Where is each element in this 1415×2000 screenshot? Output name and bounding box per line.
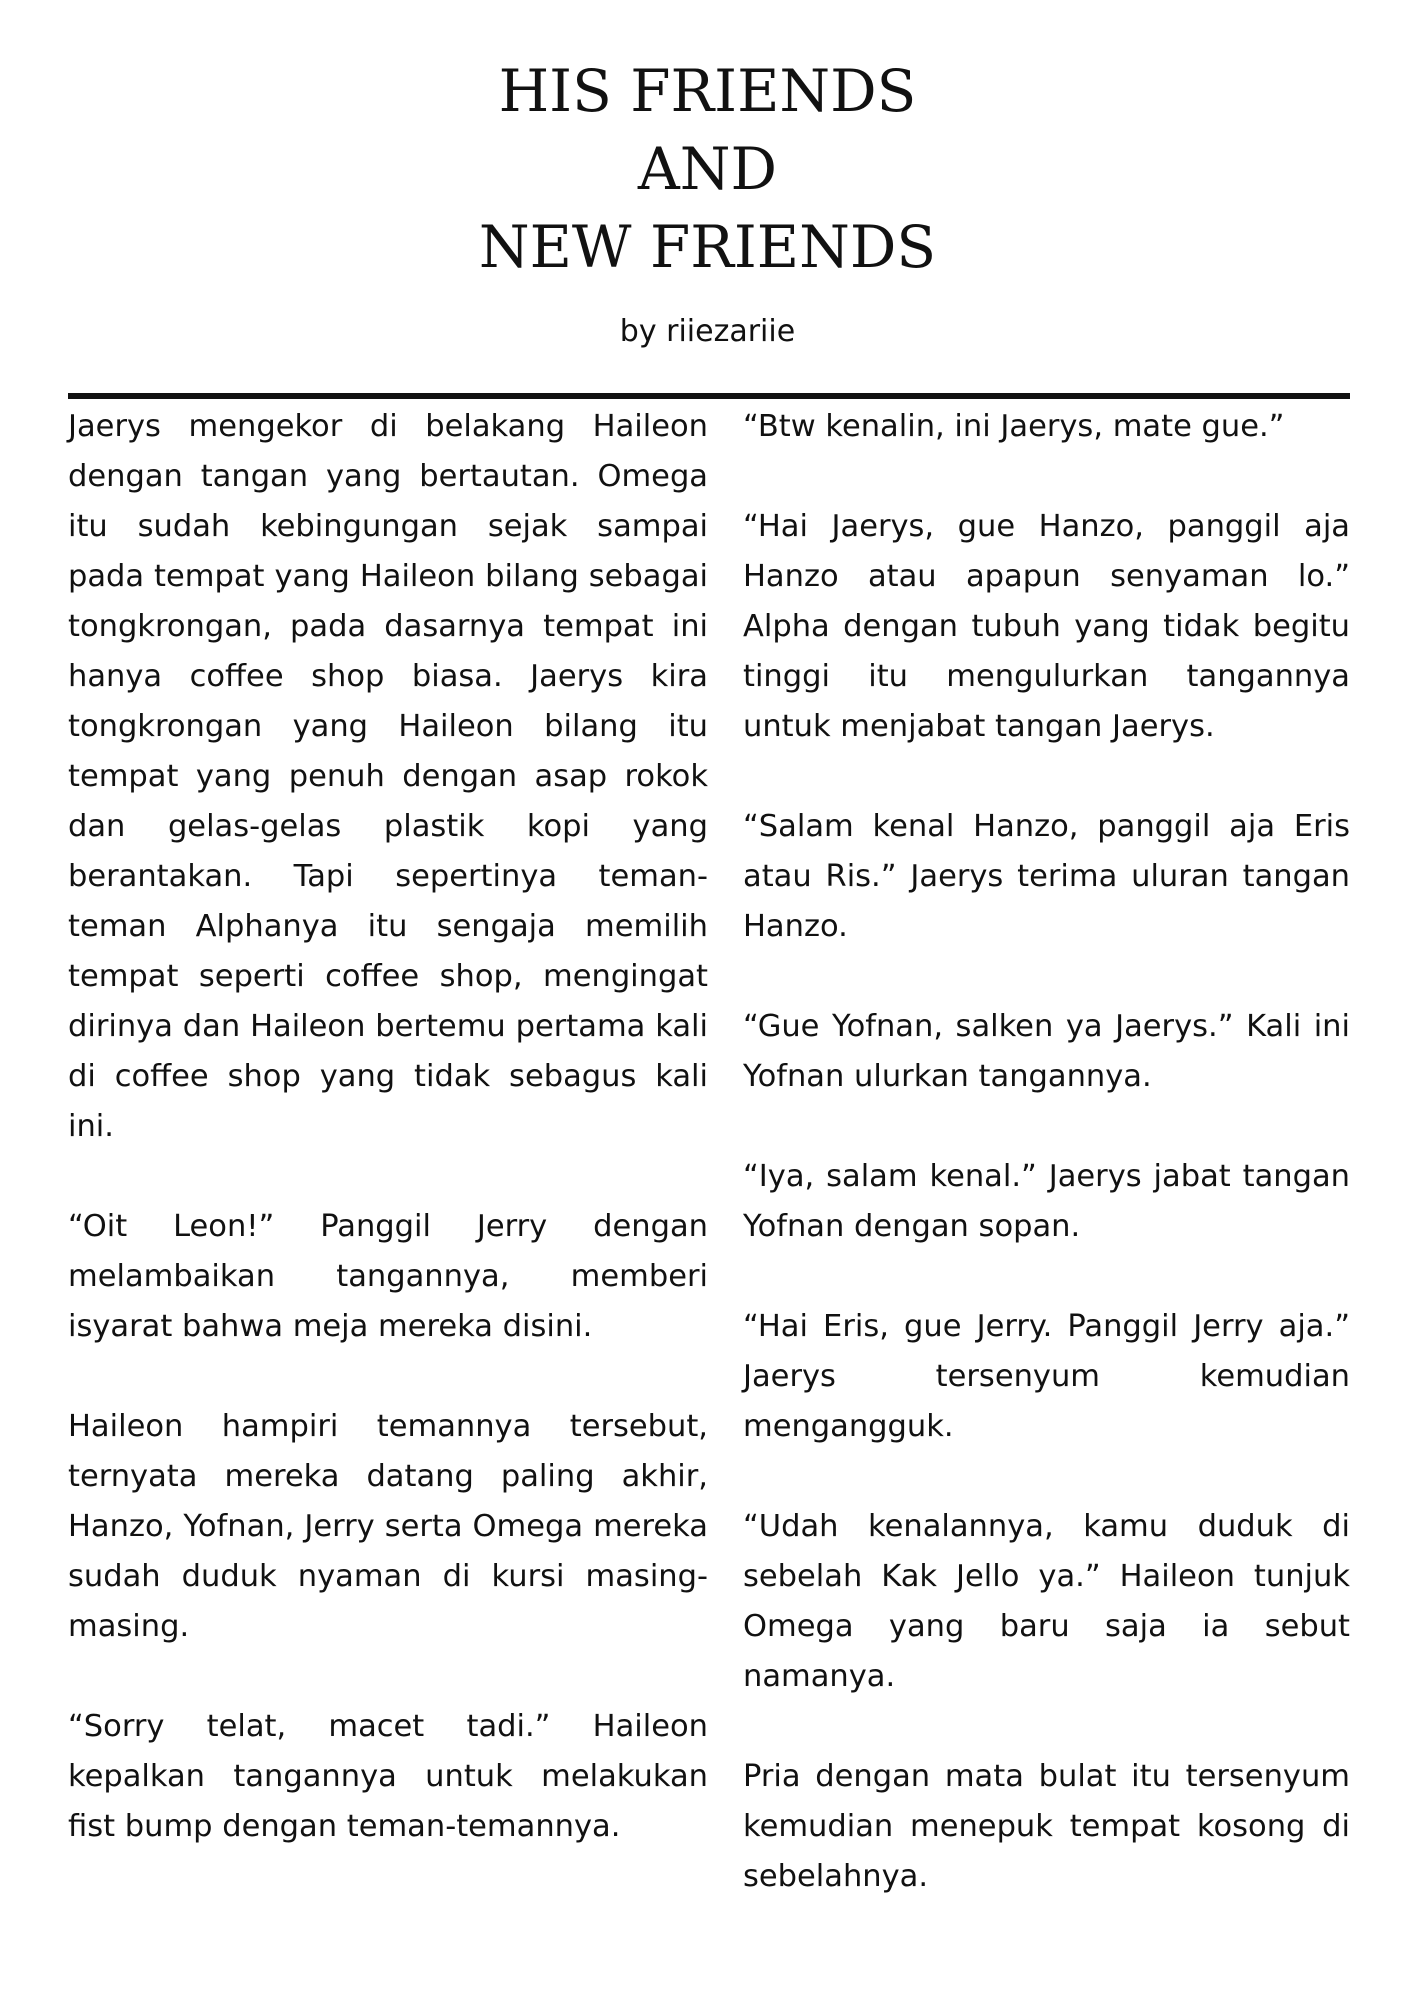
paragraph: “Iya, salam kenal.” Jaerys jabat tangan Yofnan dengan sopan. — [743, 1159, 1350, 1244]
paragraph: “Gue Yofnan, salken ya Jaerys.” Kali ini Yofnan ulurkan tangannya. — [743, 1009, 1350, 1094]
title-line-1: HIS FRIENDS — [498, 57, 917, 125]
title-divider — [68, 393, 1350, 399]
paragraph: “Hai Eris, gue Jerry. Panggil Jerry aja.” Jaerys tersenyum kemudian mengangguk. — [743, 1309, 1350, 1444]
paragraph: “Sorry telat, macet tadi.” Haileon kepalkan tangannya untuk melakukan fist bump dengan teman-temannya. — [68, 1709, 708, 1844]
title-line-2: AND — [637, 135, 778, 203]
paragraph: “Hai Jaerys, gue Hanzo, panggil aja Hanzo atau apapun senyaman lo.” Alpha dengan tubuh yang tidak begitu tinggi itu mengulurkan tangannya untuk menjabat tangan Jaerys. — [743, 509, 1350, 744]
paragraph: “Udah kenalannya, kamu duduk di sebelah Kak Jello ya.” Haileon tunjuk Omega yang baru saja ia sebut namanya. — [743, 1509, 1350, 1694]
story-title — [0, 52, 1415, 286]
paragraph: Jaerys mengekor di belakang Haileon dengan tangan yang bertautan. Omega itu sudah kebingungan sejak sampai pada tempat yang Haileon bilang sebagai tongkrongan, pada dasarnya tempat ini hanya coffee shop biasa. Jaerys kira tongkrongan yang Haileon bilang itu tempat yang penuh dengan asap rokok dan gelas-gelas plastik kopi yang berantakan. Tapi sepertinya teman-teman Alphanya itu sengaja memilih tempat seperti coffee shop, mengingat dirinya dan Haileon bertemu pertama kali di coffee shop yang tidak sebagus kali ini. — [68, 409, 708, 1144]
title-line-3: NEW FRIENDS — [478, 213, 937, 281]
paragraph: “Btw kenalin, ini Jaerys, mate gue.” — [743, 409, 1285, 444]
right-column — [743, 402, 1350, 1952]
paragraph: Pria dengan mata bulat itu tersenyum kemudian menepuk tempat kosong di sebelahnya. — [743, 1759, 1350, 1894]
paragraph: “Salam kenal Hanzo, panggil aja Eris atau Ris.” Jaerys terima uluran tangan Hanzo. — [743, 809, 1350, 944]
author-byline: by riiezariie — [619, 314, 796, 349]
left-column — [68, 402, 708, 1902]
paragraph: Haileon hampiri temannya tersebut, ternyata mereka datang paling akhir, Hanzo, Yofnan, Jerry serta Omega mereka sudah duduk nyaman di kursi masing-masing. — [68, 1409, 708, 1644]
paragraph: “Oit Leon!” Panggil Jerry dengan melambaikan tangannya, memberi isyarat bahwa meja mereka disini. — [68, 1209, 708, 1344]
